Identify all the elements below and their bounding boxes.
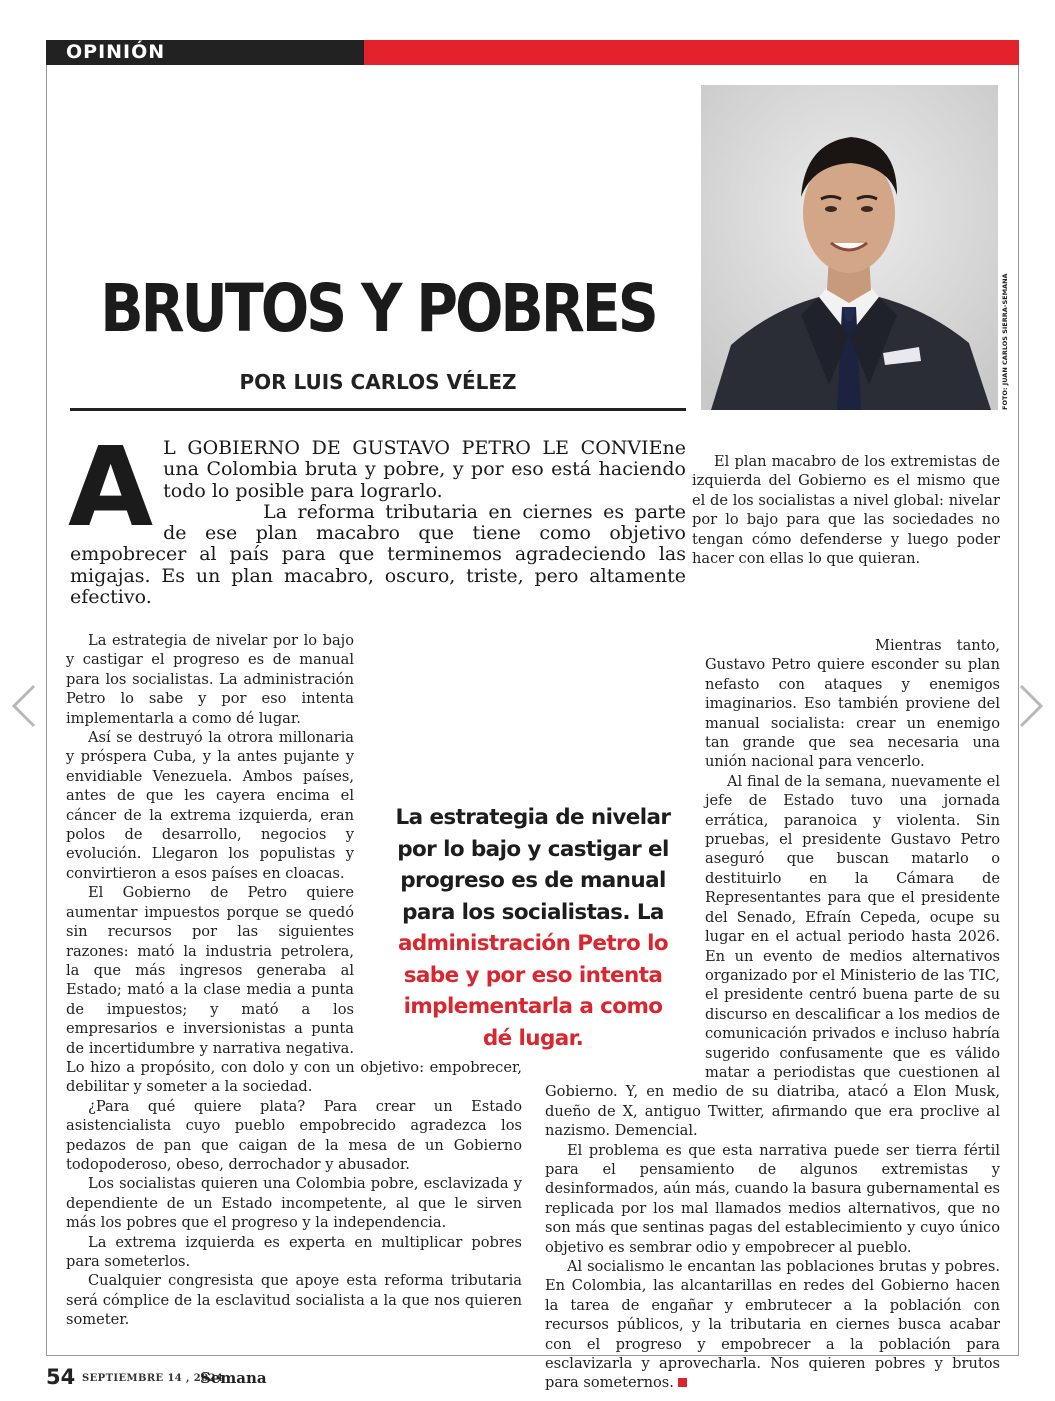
body-paragraph [545,1257,1000,1393]
issue-date: SEPTIEMBRE 14 , 2024 [82,1373,224,1384]
dropcap: A [68,423,154,551]
body-paragraph: El plan macabro de los extremistas de izquierda del Gobierno es el mismo que el de los socialistas a nivel global: nivelar por lo bajo para que las sociedades no tengan cómo defenderse y luego poder hacer con ellas lo que quieran. [692,453,1000,568]
lead-paragraph [68,423,686,609]
magazine-brand: Semana [200,1369,267,1387]
body-paragraph: Mientras tanto, Gustavo Petro quiere esconder su plan nefasto con ataques y enemigos imaginarios. Eso también proviene del manual socialista: crear un enemigo tan grande que sea necesaria una unión nacional para vencerlo. [705,637,1000,771]
body-paragraph: El Gobierno de Petro quiere aumentar impuestos porque se quedó sin recursos por las siguientes razones: mató la industria petrolera, la que más ingresos generaba al Estado; mató a la clase media a punta de impuestos; y mató a los empresarios e inversionistas a punta de incertidumbre y narrativa negativa. Lo hizo a propósito, con dolo y con un objetivo: empobrecer, debilitar y someter a la sociedad. [66,884,522,1096]
body-paragraph: Cualquier congresista que apoye esta reforma tributaria será cómplice de la esclavitud socialista a la que nos quieren someter. [66,1272,522,1329]
body-paragraph: ¿Para qué quiere plata? Para crear un Estado asistencialista cuyo pueblo empobrecido agradezca los pedazos de pan que caigan de la mesa de un Gobierno todopoderoso, obeso, derrochador y abusador. [66,1097,522,1173]
right-column-top [692,452,1000,568]
body-paragraph-text: Al socialismo le encantan las poblaciones brutas y pobres. En Colombia, las alcantarillas en redes del Gobierno hacen la tarea de engañar y embrutecer a la población con recursos públicos, y la tributaria en ciernes busca acabar con el progreso y empobrecer a la población para esclavizarla y aprovecharla. Nos quieren pobres y brutos para someternos. [545,1258,1000,1392]
body-paragraph: Al final de la semana, nuevamente el jefe de Estado tuvo una jornada errática, paranoica y violenta. Sin pruebas, el presidente Gustavo Petro aseguró que buscan matarlo o destituirlo en la Cámara de Representantes para que el presidente del Senado, Efraín Cepeda, ocupe su lugar en el actual periodo hasta 2026. En un evento de medios alternativos organizado por el Ministerio de las TIC, el presidente centró buena parte de su discurso en descalificar a los medios de comunicación privados e incluso habría sugerido confusamente que es válido matar a periodistas que cuestionen al Gobierno. Y, en medio de su diatriba, atacó a Elon Musk, dueño de X, antiguo Twitter, afirmando que era proclive al nazismo. Demencial. [545,772,1000,1140]
previous-page-arrow[interactable] [8,682,38,730]
lead-text-2: La reforma tributaria en ciernes es parte de ese plan macabro que tiene como objetivo empobrecer al país para que terminemos agradeciendo las migajas. Es un plan macabro, oscuro, triste, pero altamente efectivo. [70,500,686,609]
pullquote-dark: La estrategia de nivelar por lo bajo y castigar el progreso es de manual para los socialistas. La [395,805,671,925]
byline: POR LUIS CARLOS VÉLEZ [239,370,517,394]
headline-rule [70,408,686,411]
photo-credit: FOTO: JUAN CARLOS SIERRA-SEMANA [1001,273,1009,410]
body-paragraph: La extrema izquierda es experta en multiplicar pobres para someterlos. [66,1233,522,1270]
author-portrait-illustration [701,85,998,410]
lead-text-1: L GOBIERNO DE GUSTAVO PETRO LE CONVIEne una Colombia bruta y pobre, y por eso está haciendo todo lo posible para lograrlo. [163,437,686,502]
pullquote-red: administración Petro lo sabe y por eso intenta implementarla a como dé lugar. [397,931,669,1051]
headline: BRUTOS Y POBRES [100,271,656,347]
author-photo [701,85,998,410]
chevron-right-icon [1017,682,1047,730]
body-paragraph: Así se destruyó la otrora millonaria y próspera Cuba, y la antes pujante y envidiable Venezuela. Ambos países, antes de que les cayera encima el cáncer de la extrema izquierda, eran polos de desarrollo, negocios y evolución. Llegaron los populistas y convirtieron a esos países en cloacas. [66,729,354,882]
section-label: OPINIÓN [66,41,166,63]
pullquote [392,802,674,1054]
body-paragraph: El problema es que esta narrativa puede ser tierra fértil para el pensamiento de algunos extremistas y desinformados, aún más, cuando la basura gubernamental es replicada por los mal llamados medios alternativos, que no son más que sentinas pagas del establecimiento y cuyo único objetivo es sembrar odio y empobrecer al pueblo. [545,1141,1000,1256]
end-mark-icon [678,1378,687,1387]
body-paragraph: Los socialistas quieren una Colombia pobre, esclavizada y dependiente de un Estado incompetente, al que le sirven más los pobres que el progreso y la independencia. [66,1175,522,1232]
section-bar-red [364,40,1019,65]
next-page-arrow[interactable] [1017,682,1047,730]
chevron-left-icon [8,682,38,730]
body-paragraph: La estrategia de nivelar por lo bajo y castigar el progreso es de manual para los socialistas. La administración Petro lo sabe y por eso intenta implementarla a como dé lugar. [66,632,354,727]
section-bar [46,40,1019,65]
page-number: 54 [46,1365,76,1389]
